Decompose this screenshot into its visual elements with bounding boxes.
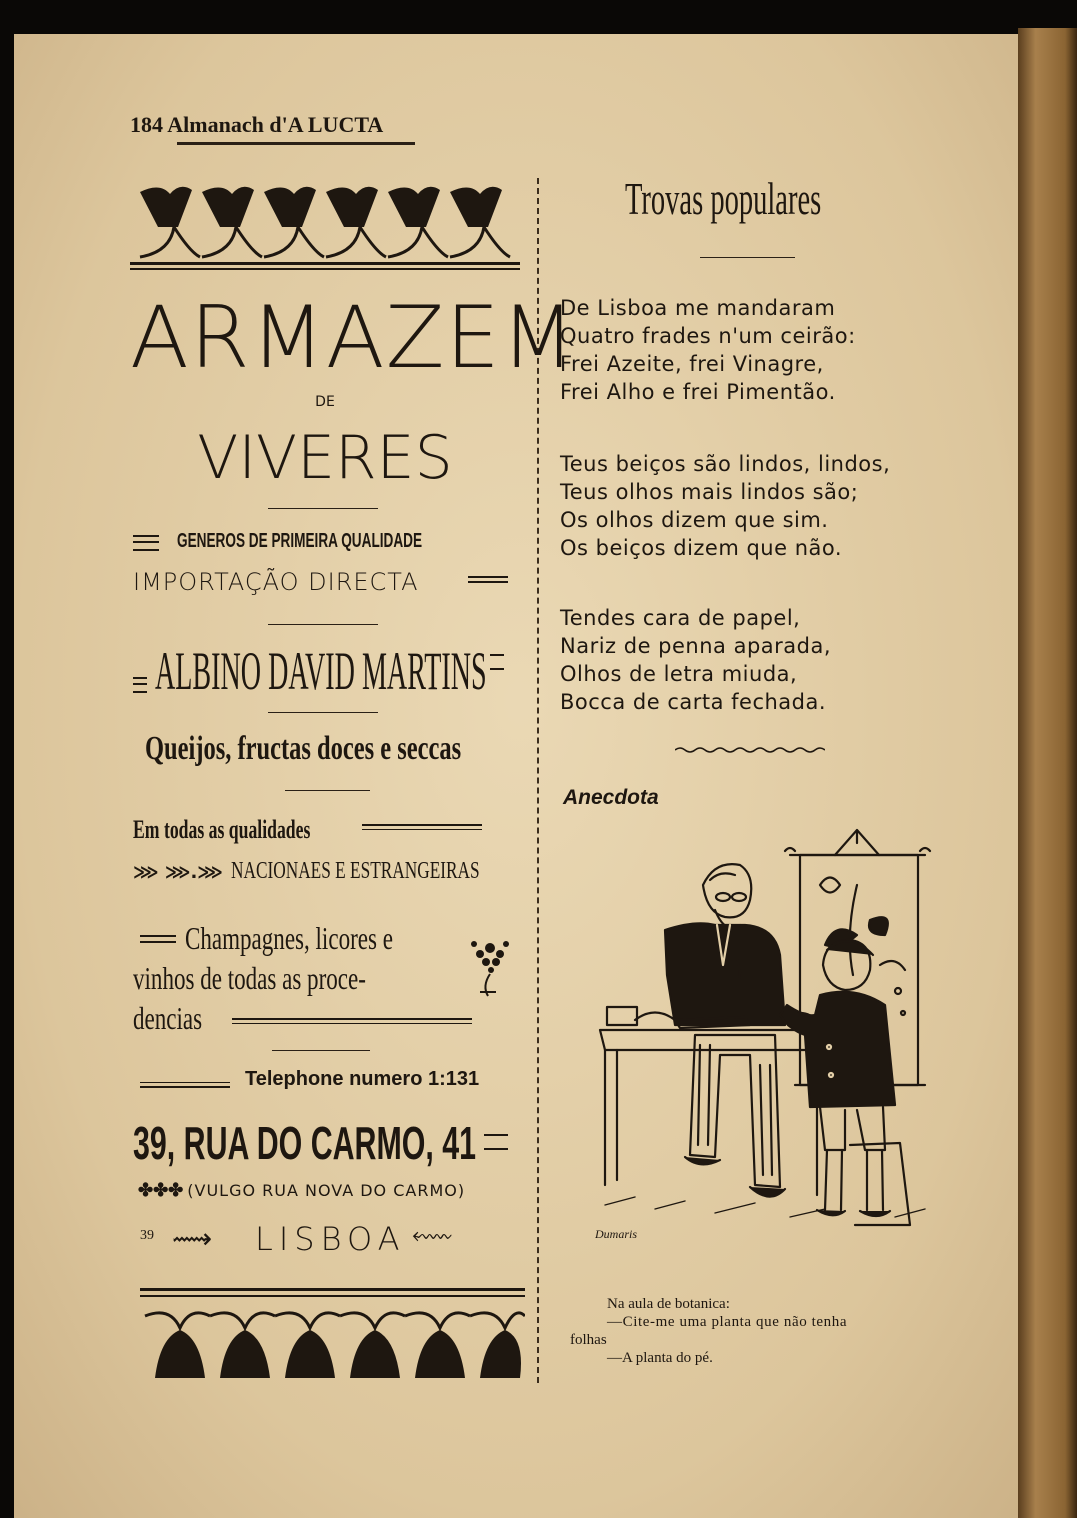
vulgo-line [138, 1180, 465, 1201]
poem-line: Bocca de carta fechada. [560, 690, 827, 714]
poem-line: Tendes cara de papel, [560, 606, 801, 630]
page-header [130, 112, 383, 138]
leaf-ornament-icon: ✤✤✤ [138, 1180, 184, 1200]
owner-name: ALBINO DAVID MARTINS [155, 641, 487, 701]
tulip-ornament [480, 1330, 521, 1378]
armazem-heading: ARMAZEM [130, 288, 577, 388]
poem-line: Os beiços dizem que não. [560, 536, 843, 560]
cartoon-illustration [595, 825, 940, 1255]
short-rule [268, 508, 378, 509]
flourish-right-icon: ⬳ [412, 1222, 452, 1253]
poem-line: Olhos de letra miuda, [560, 662, 798, 686]
top-background [0, 0, 1077, 34]
owner-line [133, 640, 523, 702]
nacionaes-text: NACIONAES E ESTRANGEIRAS [230, 858, 480, 884]
grape-flower-icon [462, 930, 518, 1000]
short-rule [268, 624, 378, 625]
tulip-ornament [350, 1330, 400, 1378]
double-rule [362, 824, 482, 830]
page-number: 184 [130, 112, 163, 137]
poem-line: Os olhos dizem que sim. [560, 508, 829, 532]
poem-stanza-3 [560, 604, 831, 716]
tulip-ornament [285, 1330, 335, 1378]
trovas-title: Trovas populares [625, 173, 822, 224]
double-rule [140, 935, 176, 943]
de-label: DE [315, 394, 335, 410]
anecdote-caption-3: folhas [570, 1332, 607, 1348]
vulgo-text: (VULGO RUA NOVA DO CARMO) [187, 1181, 466, 1200]
poem-line: Teus olhos mais lindos são; [560, 480, 859, 504]
tulip-ornament [326, 187, 378, 227]
qualidades-text: Em todas as qualidades [133, 815, 311, 844]
tulip-ornament [264, 187, 316, 227]
poem-stanza-1 [560, 294, 856, 406]
city-text: LISBOA [255, 1220, 406, 1258]
champagnes-line-3: dencias [133, 1000, 203, 1036]
tulip-border-bottom [140, 1288, 525, 1388]
viveres-heading: VIVERES [197, 423, 453, 493]
wavy-rule [675, 744, 825, 756]
tulip-ornament [220, 1330, 270, 1378]
anecdote-caption-1: Na aula de botanica: [607, 1296, 730, 1312]
short-rule [285, 790, 370, 791]
short-rule [700, 257, 795, 258]
tulip-ornament [450, 187, 502, 227]
triple-rule [133, 677, 147, 693]
tulip-ornament [140, 187, 192, 227]
champagnes-line-1: Champagnes, licores e [185, 920, 393, 956]
poem-stanza-2 [560, 450, 890, 562]
double-rule [140, 1082, 230, 1088]
telephone-text: Telephone numero 1:131 [245, 1068, 480, 1090]
anecdote-caption-4: —A planta do pé. [607, 1350, 713, 1366]
queijos-text: Queijos, fructas doces e seccas [145, 730, 462, 767]
address-line [133, 1116, 523, 1170]
tulip-ornament [388, 187, 440, 227]
nacionaes-line [133, 858, 576, 885]
triple-rule [484, 1134, 508, 1150]
almanac-title: Almanach d'A LUCTA [167, 112, 384, 137]
next-page-edge [1018, 28, 1077, 1518]
poem-line: Quatro frades n'um ceirão: [560, 324, 856, 348]
tulip-border-top [130, 182, 520, 272]
triple-rule [133, 535, 159, 551]
double-rule [468, 576, 508, 583]
triple-rule [490, 654, 504, 670]
short-rule [268, 712, 378, 713]
importacao-text: IMPORTAÇÃO DIRECTA [133, 568, 419, 596]
artist-signature: Dumaris [595, 1227, 638, 1241]
footnote-number: 39 [140, 1228, 154, 1243]
header-underline [177, 142, 415, 145]
anecdote-caption-2: —Cite-me uma planta que não tenha [607, 1314, 848, 1330]
generos-line [133, 530, 523, 553]
generos-text: GENEROS DE PRIMEIRA QUALIDADE [177, 530, 423, 552]
poem-line: Frei Azeite, frei Vinagre, [560, 352, 824, 376]
poem-line: Teus beiços são lindos, lindos, [560, 452, 891, 476]
tulip-ornament [202, 187, 254, 227]
address-text: 39, RUA DO CARMO, 41 [133, 1117, 477, 1169]
champagnes-line-2: vinhos de todas as proce- [133, 960, 366, 996]
poem-line: Frei Alho e frei Pimentão. [560, 380, 836, 404]
flourish-left-icon: ⟿ [172, 1224, 213, 1255]
poem-line: Nariz de penna aparada, [560, 634, 832, 658]
short-rule [272, 1050, 370, 1051]
anecdota-title: Anecdota [563, 786, 659, 809]
tulip-ornament [415, 1330, 465, 1378]
double-rule [232, 1018, 472, 1024]
tulip-ornament [155, 1330, 205, 1378]
arrow-ornament-icon: ⋙ ⋙.⋙ [133, 862, 223, 883]
poem-line: De Lisboa me mandaram [560, 296, 836, 320]
